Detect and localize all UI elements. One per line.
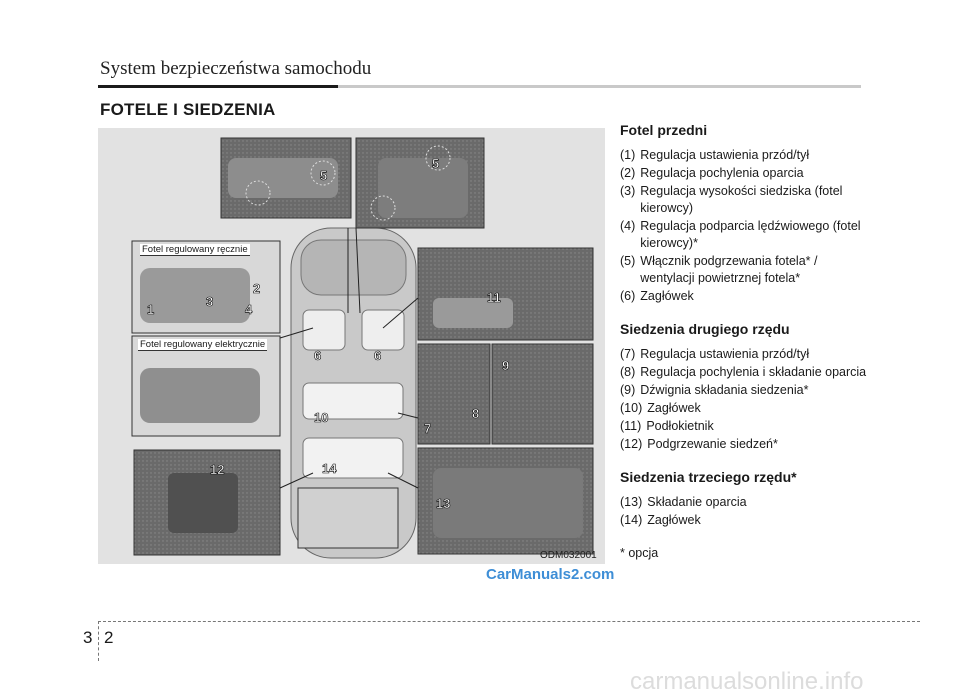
footnote: * opcja — [620, 546, 659, 560]
callout-10: 10 — [314, 410, 329, 425]
front-seat-heading: Fotel przedni — [620, 122, 708, 138]
second-row-list — [620, 346, 870, 453]
list-item: (5) Włącznik podgrzewania fotela* / wentylacji powietrznej fotela* — [620, 254, 818, 285]
legend-column — [620, 122, 870, 562]
third-row-list — [620, 494, 870, 529]
section-title: FOTELE I SIEDZENIA — [100, 100, 276, 119]
callout-5: 5 — [320, 168, 328, 183]
list-item: (13) Składanie oparcia — [620, 495, 747, 509]
callout-13: 13 — [436, 496, 451, 511]
list-item: (3) Regulacja wysokości siedziska (fotel kierowcy) — [620, 184, 843, 215]
second-row-heading: Siedzenia drugiego rzędu — [620, 321, 790, 337]
callout-7: 7 — [424, 421, 432, 436]
list-item: (11) Podłokietnik — [620, 419, 714, 433]
callout-4: 4 — [245, 302, 253, 317]
running-header: System bezpieczeństwa samochodu — [100, 58, 372, 79]
callout-5b: 5 — [432, 156, 440, 171]
list-item: (1) Regulacja ustawienia przód/tył — [620, 148, 810, 162]
callout-11: 11 — [487, 290, 501, 305]
list-item: (10) Zagłówek — [620, 401, 701, 415]
list-item: (6) Zagłówek — [620, 289, 694, 303]
footer-rule — [98, 621, 920, 622]
callout-3: 3 — [206, 294, 214, 309]
list-item: (14) Zagłówek — [620, 513, 701, 527]
third-row-heading: Siedzenia trzeciego rzędu* — [620, 469, 797, 485]
label-electric-seat: Fotel regulowany elektrycznie — [140, 339, 266, 350]
callout-6b: 6 — [374, 348, 382, 363]
footer-divider — [98, 621, 99, 661]
callout-12: 12 — [210, 462, 225, 477]
list-item: (8) Regulacja pochylenia i składanie oparcia — [620, 365, 867, 379]
photo-second-row-lever — [298, 488, 398, 548]
list-item: (12) Podgrzewanie siedzeń* — [620, 437, 778, 451]
list-item: (7) Regulacja ustawienia przód/tył — [620, 347, 810, 361]
callout-2: 2 — [253, 281, 261, 296]
list-item: (4) Regulacja podparcia lędźwiowego (fotel kierowcy)* — [620, 219, 861, 250]
seat-diagram — [98, 128, 605, 564]
callout-14: 14 — [322, 461, 337, 476]
header-rule-accent — [98, 85, 338, 88]
page-number: 2 — [104, 628, 114, 647]
chapter-number: 3 — [83, 628, 93, 647]
watermark-link[interactable]: CarManuals2.com — [486, 566, 615, 583]
site-watermark: carmanualsonline.info — [630, 668, 864, 695]
callout-8: 8 — [472, 406, 480, 421]
callout-6: 6 — [314, 348, 322, 363]
figure-code: ODM032001 — [540, 550, 597, 561]
list-item: (9) Dźwignia składania siedzenia* — [620, 383, 809, 397]
label-manual-seat: Fotel regulowany ręcznie — [142, 244, 248, 255]
front-seat-list — [620, 147, 870, 305]
callout-9: 9 — [502, 358, 510, 373]
callout-1: 1 — [147, 302, 155, 317]
list-item: (2) Regulacja pochylenia oparcia — [620, 166, 804, 180]
